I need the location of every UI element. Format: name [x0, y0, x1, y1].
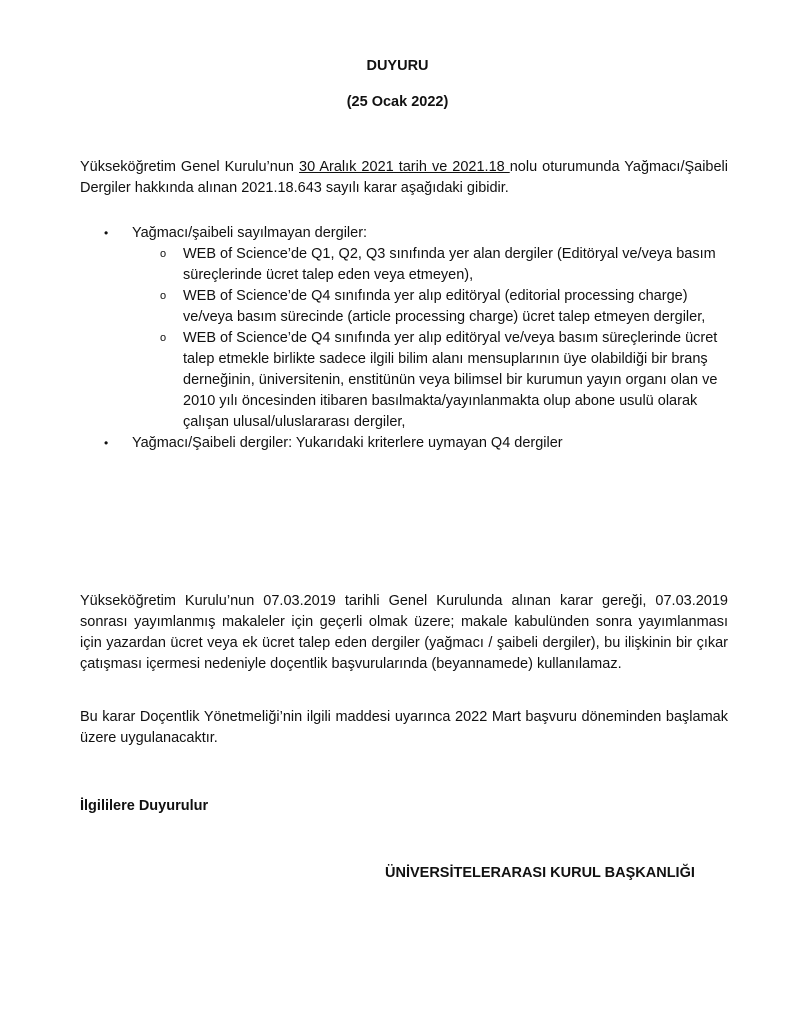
- signature-block: ÜNİVERSİTELERARASI KURUL BAŞKANLIĞI: [385, 865, 695, 881]
- intro-underlined-date: 30 Aralık 2021 tarih ve 2021.18: [299, 159, 510, 175]
- non-predatory-sub-list: [80, 244, 730, 433]
- sub-list-item-text: WEB of Science’de Q1, Q2, Q3 sınıfında yer alan dergiler (Editöryal ve/veya basım süreçlerinde ücret talep eden veya etmeyen),: [183, 246, 716, 283]
- bullet-icon: •: [104, 226, 109, 240]
- list-item-non-predatory: [80, 223, 730, 244]
- intro-paragraph: [80, 157, 728, 199]
- effective-date-paragraph: Bu karar Doçentlik Yönetmeliği’nin ilgili maddesi uyarınca 2022 Mart başvuru döneminden başlamak üzere uygulanacaktır.: [80, 709, 728, 746]
- sub-list-container: [80, 244, 730, 433]
- bullet-icon: •: [104, 436, 109, 450]
- document-date: (25 Ocak 2022): [346, 94, 449, 110]
- document-title: DUYURU: [366, 58, 429, 74]
- circle-bullet-icon: o: [160, 332, 167, 344]
- yok-decision-paragraph: Yükseköğretim Kurulu’nun 07.03.2019 tarihli Genel Kurulunda alınan karar gereği, 07.03.2019 sonrası yayımlanmış makaleler için geçerli olmak üzere; makale kabulünden sonra yayımlanması için yazardan ücret veya ek ücret talep eden dergiler (yağmacı / şaibeli dergiler), bu ilişkinin bir çıkar çatışması içermesi nedeniyle doçentlik başvurularında (beyannamede) kullanılamaz.: [80, 593, 728, 672]
- list-item-predatory: [80, 433, 730, 454]
- sub-list-item: [80, 244, 730, 286]
- sub-list-item-text: WEB of Science’de Q4 sınıfında yer alıp editöryal (editorial processing charge) ve/veya basım sürecinde (article processing charge) ücret talep etmeyen dergiler,: [183, 288, 706, 325]
- closing-line: İlgililere Duyurulur: [80, 798, 209, 814]
- circle-bullet-icon: o: [160, 290, 167, 302]
- criteria-list: [80, 223, 730, 454]
- sub-list-item: [80, 286, 730, 328]
- intro-text-before: Yükseköğretim Genel Kurulu’nun: [80, 159, 299, 175]
- sub-list-item-text: WEB of Science’de Q4 sınıfında yer alıp editöryal ve/veya basım süreçlerinde ücret talep etmekle birlikte sadece ilgili bilim alanı mensuplarının üye olabildiği bir branş derneğinin, üniversitenin, enstitünün veya bilimsel bir kurumun yayın organı olan ve 2010 yılı öncesinden itibaren basılmakta/yayınlanmakta olup abone usulü olarak çalışan ulusal/uluslararası dergiler,: [183, 330, 718, 430]
- circle-bullet-icon: o: [160, 248, 167, 260]
- sub-list-item: [80, 328, 730, 433]
- intro-text-after: nolu oturumunda Yağmacı/Şaibeli Dergiler hakkında alınan 2021.18.643 sayılı karar aşağıdaki gibidir.: [80, 159, 729, 196]
- list-item-label: Yağmacı/Şaibeli dergiler: Yukarıdaki kriterlere uymayan Q4 dergiler: [132, 435, 563, 451]
- list-item-label: Yağmacı/şaibeli sayılmayan dergiler:: [132, 225, 368, 241]
